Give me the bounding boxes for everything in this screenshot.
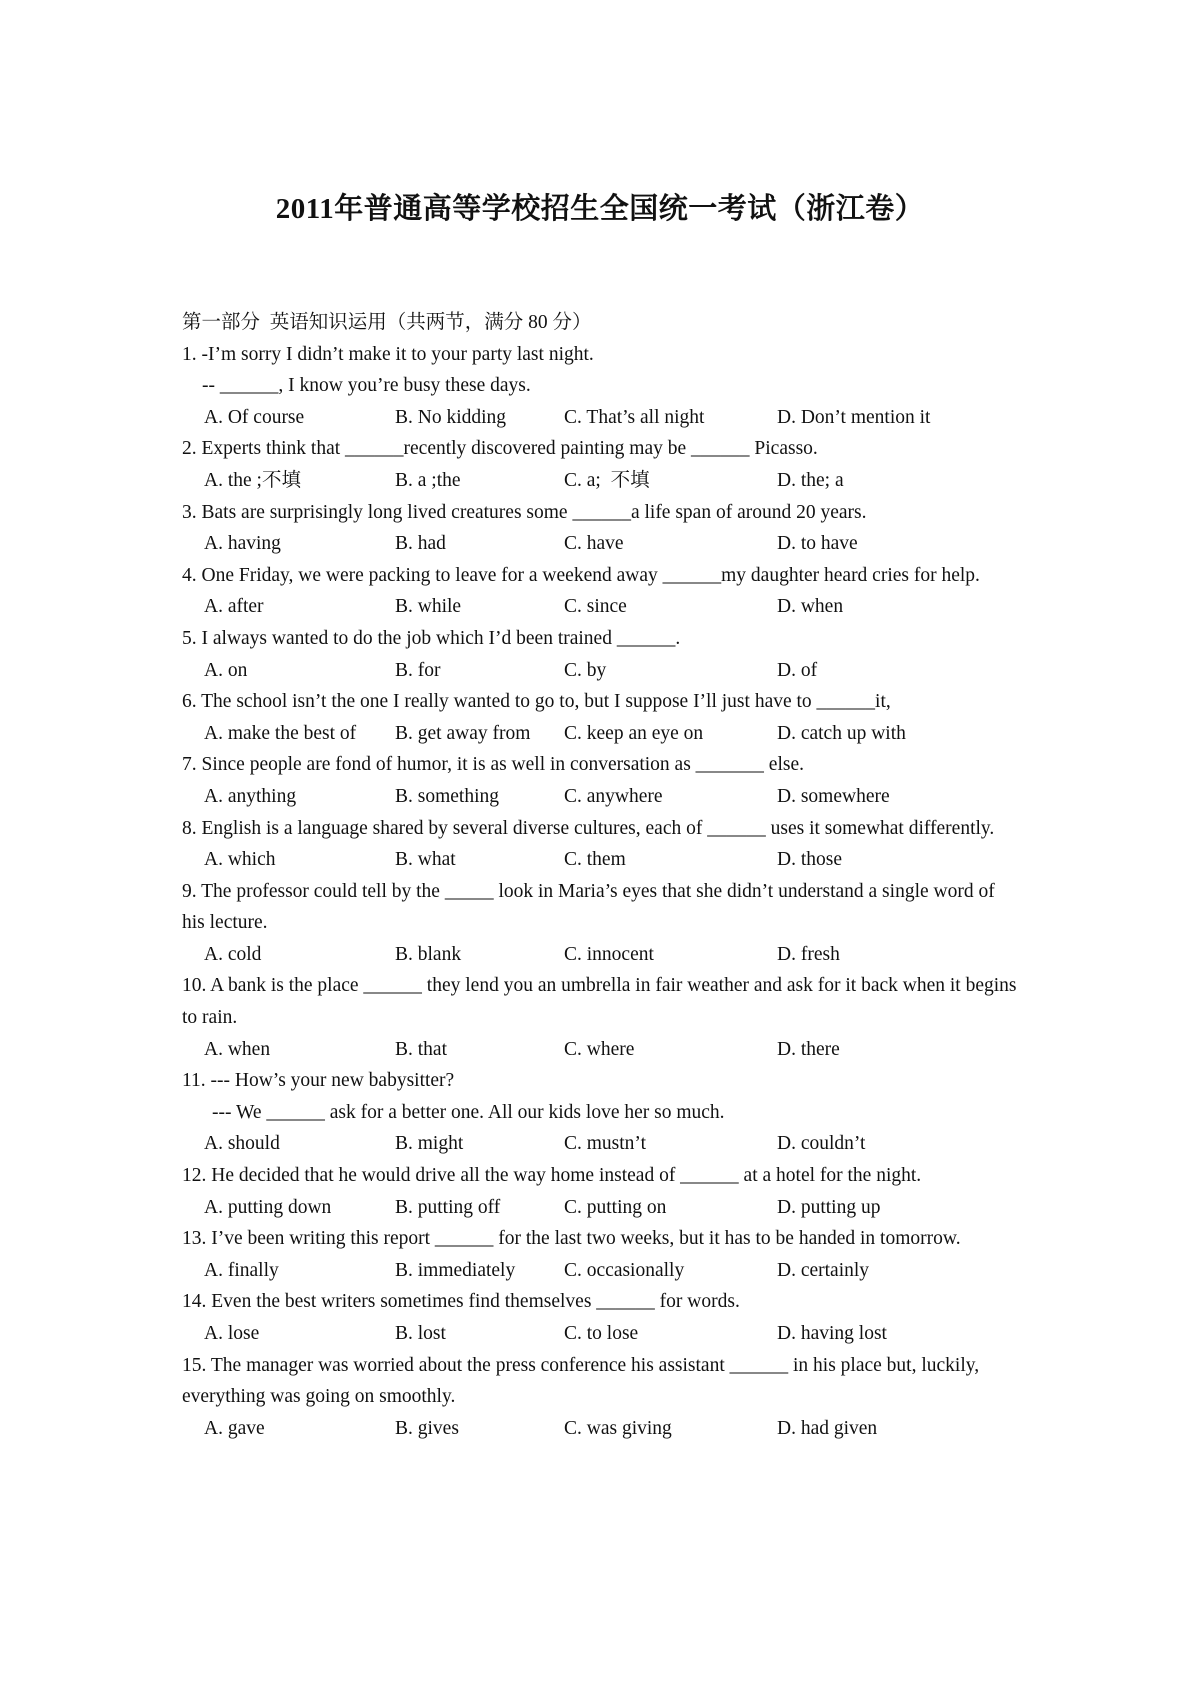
option-d: D. the; a [777, 469, 844, 491]
option-c: C. That’s all night [564, 406, 705, 428]
question-stem: 2. Experts think that ______recently discovered painting may be ______ Picasso. [182, 438, 818, 460]
options-row [182, 528, 1022, 560]
options-row [182, 939, 1022, 971]
section-heading: 第一部分 英语知识运用（共两节，满分 80 分） [182, 312, 592, 333]
options-row [182, 1192, 1022, 1224]
option-c: C. keep an eye on [564, 722, 704, 744]
question-stem: 7. Since people are fond of humor, it is as well in conversation as _______ else. [182, 754, 804, 776]
option-b: B. for [395, 659, 441, 681]
question-stem: 5. I always wanted to do the job which I’d been trained ______. [182, 627, 681, 649]
option-c: C. mustn’t [564, 1133, 646, 1155]
page-title: 2011年普通高等学校招生全国统一考试（浙江卷） [275, 193, 925, 225]
option-c: C. have [564, 533, 624, 555]
question-continuation: --- We ______ ask for a better one. All our kids love her so much. [212, 1101, 725, 1123]
option-b: B. immediately [395, 1259, 516, 1281]
option-a: A. Of course [204, 406, 305, 428]
option-b: B. No kidding [395, 406, 507, 428]
option-b: B. lost [395, 1323, 446, 1344]
option-c: C. them [564, 849, 626, 871]
option-a: A. which [204, 849, 276, 871]
options-row [182, 402, 1022, 434]
option-a: A. the ;不填 [204, 469, 301, 491]
option-a: A. having [204, 533, 281, 555]
option-d: D. of [777, 659, 818, 681]
option-d: D. there [777, 1038, 840, 1060]
option-c: C. a; 不填 [564, 469, 650, 491]
option-d: D. Don’t mention it [777, 406, 931, 428]
option-d: D. to have [777, 533, 858, 555]
option-d: D. had given [777, 1417, 878, 1439]
option-b: B. that [395, 1038, 447, 1060]
option-d: D. couldn’t [777, 1133, 866, 1155]
question-stem: 11. --- How’s your new babysitter? [182, 1070, 455, 1092]
option-a: A. should [204, 1133, 280, 1155]
option-a: A. finally [204, 1259, 279, 1281]
options-row [182, 1413, 1022, 1445]
question-stem: 15. The manager was worried about the press conference his assistant ______ in his place but, luckily, everything was going on smoothly. [182, 1354, 980, 1408]
question-stem: 13. I’ve been writing this report ______ for the last two weeks, but it has to be handed in tomorrow. [182, 1228, 961, 1250]
option-d: D. certainly [777, 1259, 870, 1281]
option-a: A. anything [204, 785, 297, 807]
question-continuation: -- ______, I know you’re busy these days. [202, 375, 531, 397]
option-a: A. putting down [204, 1196, 332, 1218]
options-row [182, 465, 1022, 497]
option-d: D. somewhere [777, 785, 890, 807]
options-row [182, 781, 1022, 813]
option-d: D. fresh [777, 943, 840, 965]
option-a: A. gave [204, 1417, 265, 1439]
options-row [182, 1034, 1022, 1066]
options-row [182, 1255, 1022, 1287]
option-b: B. while [395, 596, 462, 618]
option-c: C. innocent [564, 943, 654, 965]
option-c: C. since [564, 596, 627, 618]
option-b: B. gives [395, 1417, 459, 1439]
question-stem: 4. One Friday, we were packing to leave for a weekend away ______my daughter heard cries for help. [182, 564, 980, 586]
option-b: B. might [395, 1133, 464, 1155]
option-a: A. when [204, 1038, 271, 1060]
option-a: A. make the best of [204, 722, 357, 744]
question-stem: 6. The school isn’t the one I really wanted to go to, but I suppose I’ll just have to ______it, [182, 691, 891, 713]
option-c: C. was giving [564, 1417, 672, 1439]
option-a: A. after [204, 596, 264, 618]
question-stem: 12. He decided that he would drive all the way home instead of ______ at a hotel for the night. [182, 1165, 922, 1187]
option-b: B. had [395, 533, 446, 555]
option-b: B. what [395, 849, 456, 871]
option-a: A. lose [204, 1323, 260, 1344]
option-d: D. having lost [777, 1323, 887, 1344]
options-row [182, 1318, 1022, 1350]
options-row [182, 591, 1022, 623]
option-d: D. when [777, 596, 844, 618]
option-c: C. where [564, 1038, 635, 1060]
option-b: B. blank [395, 943, 462, 965]
option-c: C. to lose [564, 1323, 639, 1344]
option-b: B. something [395, 785, 500, 807]
option-b: B. a ;the [395, 469, 461, 491]
option-a: A. on [204, 659, 248, 681]
options-row [182, 844, 1022, 876]
option-d: D. those [777, 849, 842, 871]
exam-content [182, 307, 1022, 1444]
option-c: C. by [564, 659, 607, 681]
question-stem: 8. English is a language shared by several diverse cultures, each of ______ uses it somewhat differently. [182, 817, 995, 839]
option-d: D. putting up [777, 1196, 881, 1218]
option-c: C. putting on [564, 1196, 667, 1218]
option-d: D. catch up with [777, 722, 906, 744]
question-stem: 10. A bank is the place ______ they lend you an umbrella in fair weather and ask for it back when it begins to rain. [182, 975, 1017, 1029]
option-c: C. anywhere [564, 785, 663, 807]
options-row [182, 1128, 1022, 1160]
option-c: C. occasionally [564, 1259, 685, 1281]
options-row [182, 718, 1022, 750]
question-stem: 9. The professor could tell by the _____ look in Maria’s eyes that she didn’t understand a single word of his lecture. [182, 880, 995, 934]
question-stem: 3. Bats are surprisingly long lived creatures some ______a life span of around 20 years. [182, 501, 867, 523]
option-a: A. cold [204, 943, 262, 965]
options-row [182, 655, 1022, 687]
question-stem: 14. Even the best writers sometimes find themselves ______ for words. [182, 1291, 740, 1313]
option-b: B. get away from [395, 722, 531, 744]
option-b: B. putting off [395, 1196, 501, 1218]
question-stem: 1. -I’m sorry I didn’t make it to your party last night. [182, 343, 594, 365]
